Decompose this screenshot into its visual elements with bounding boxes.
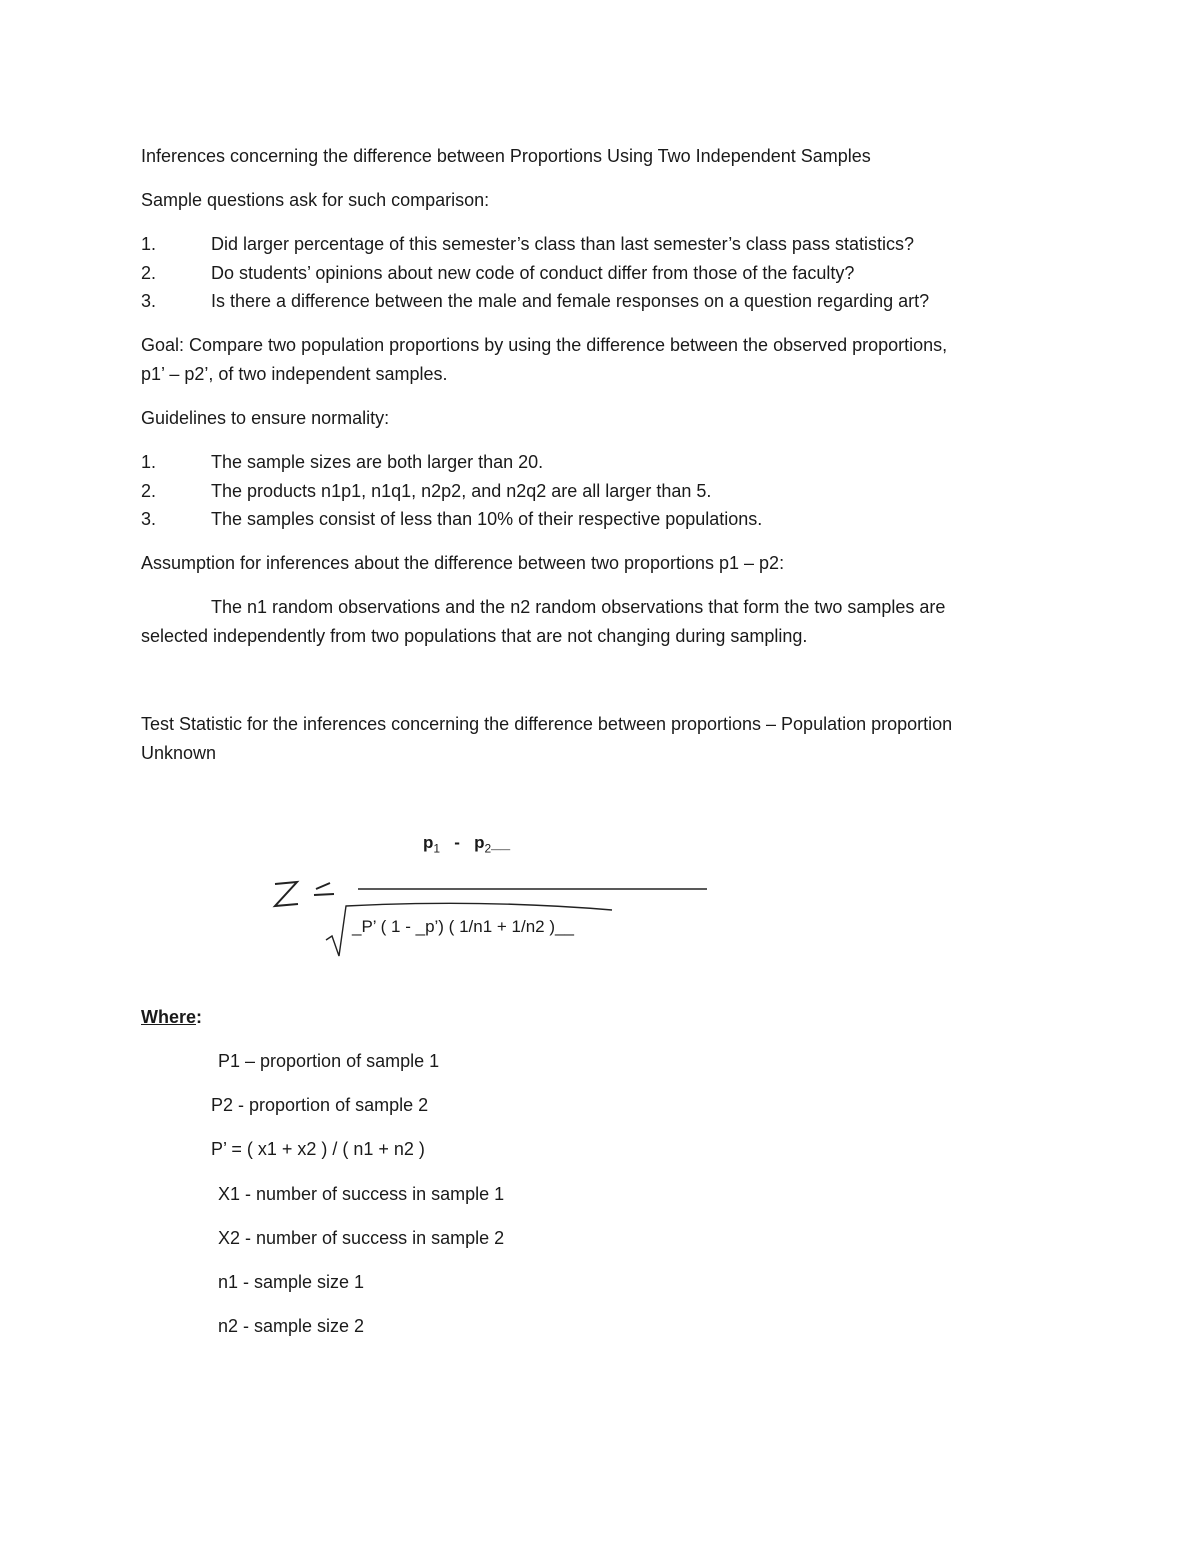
goal-line-1: Goal: Compare two population proportions by using the difference between the observed proportions, xyxy=(141,335,948,355)
test-statistic-line-2: Unknown xyxy=(141,743,217,763)
formula-numerator: $p_1$ - $p_2\_\_$ xyxy=(423,833,511,856)
question-item: 1. Did larger percentage of this semester’s class than last semester’s class pass statistics? xyxy=(141,234,914,254)
guideline-item: 3. The samples consist of less than 10% of their respective populations. xyxy=(141,509,763,529)
question-item: 3. Is there a difference between the male and female responses on a question regarding art? xyxy=(141,291,930,311)
assumption-line-1: The n1 random observations and the n2 random observations that form the two samples are xyxy=(211,597,946,617)
formula-denominator: _P’ ( 1 - _p’) ( 1/n1 + 1/n2 )__ xyxy=(352,917,574,936)
guidelines-heading: Guidelines to ensure normality: xyxy=(141,408,390,428)
assumption-line-2: selected independently from two populations that are not changing during sampling. xyxy=(141,626,808,646)
definition-n2: n2 - sample size 2 xyxy=(218,1316,365,1336)
question-item: 2. Do students’ opinions about new code of conduct differ from those of the faculty? xyxy=(141,263,855,283)
z-symbol xyxy=(275,882,298,906)
intro-text: Sample questions ask for such comparison: xyxy=(141,190,490,210)
guideline-item: 1. The sample sizes are both larger than 20. xyxy=(141,452,544,472)
equals-symbol xyxy=(314,883,334,895)
guideline-item: 2. The products n1p1, n1q1, n2p2, and n2q2 are all larger than 5. xyxy=(141,481,712,501)
goal-line-2: p1’ – p2’, of two independent samples. xyxy=(141,364,448,384)
definition-p-prime: P’ = ( x1 + x2 ) / ( n1 + n2 ) xyxy=(211,1139,425,1159)
test-statistic-line-1: Test Statistic for the inferences concerning the difference between proportions – Population proportion xyxy=(141,714,953,734)
definition-p1: P1 – proportion of sample 1 xyxy=(218,1051,440,1071)
definition-n1: n1 - sample size 1 xyxy=(218,1272,365,1292)
definition-x1: X1 - number of success in sample 1 xyxy=(218,1184,505,1204)
document-title: Inferences concerning the difference between Proportions Using Two Independent Samples xyxy=(141,146,871,166)
where-heading: Where: xyxy=(141,1007,203,1027)
definition-x2: X2 - number of success in sample 2 xyxy=(218,1228,505,1248)
assumption-heading: Assumption for inferences about the difference between two proportions p1 – p2: xyxy=(141,553,785,573)
definition-p2: P2 - proportion of sample 2 xyxy=(211,1095,429,1115)
